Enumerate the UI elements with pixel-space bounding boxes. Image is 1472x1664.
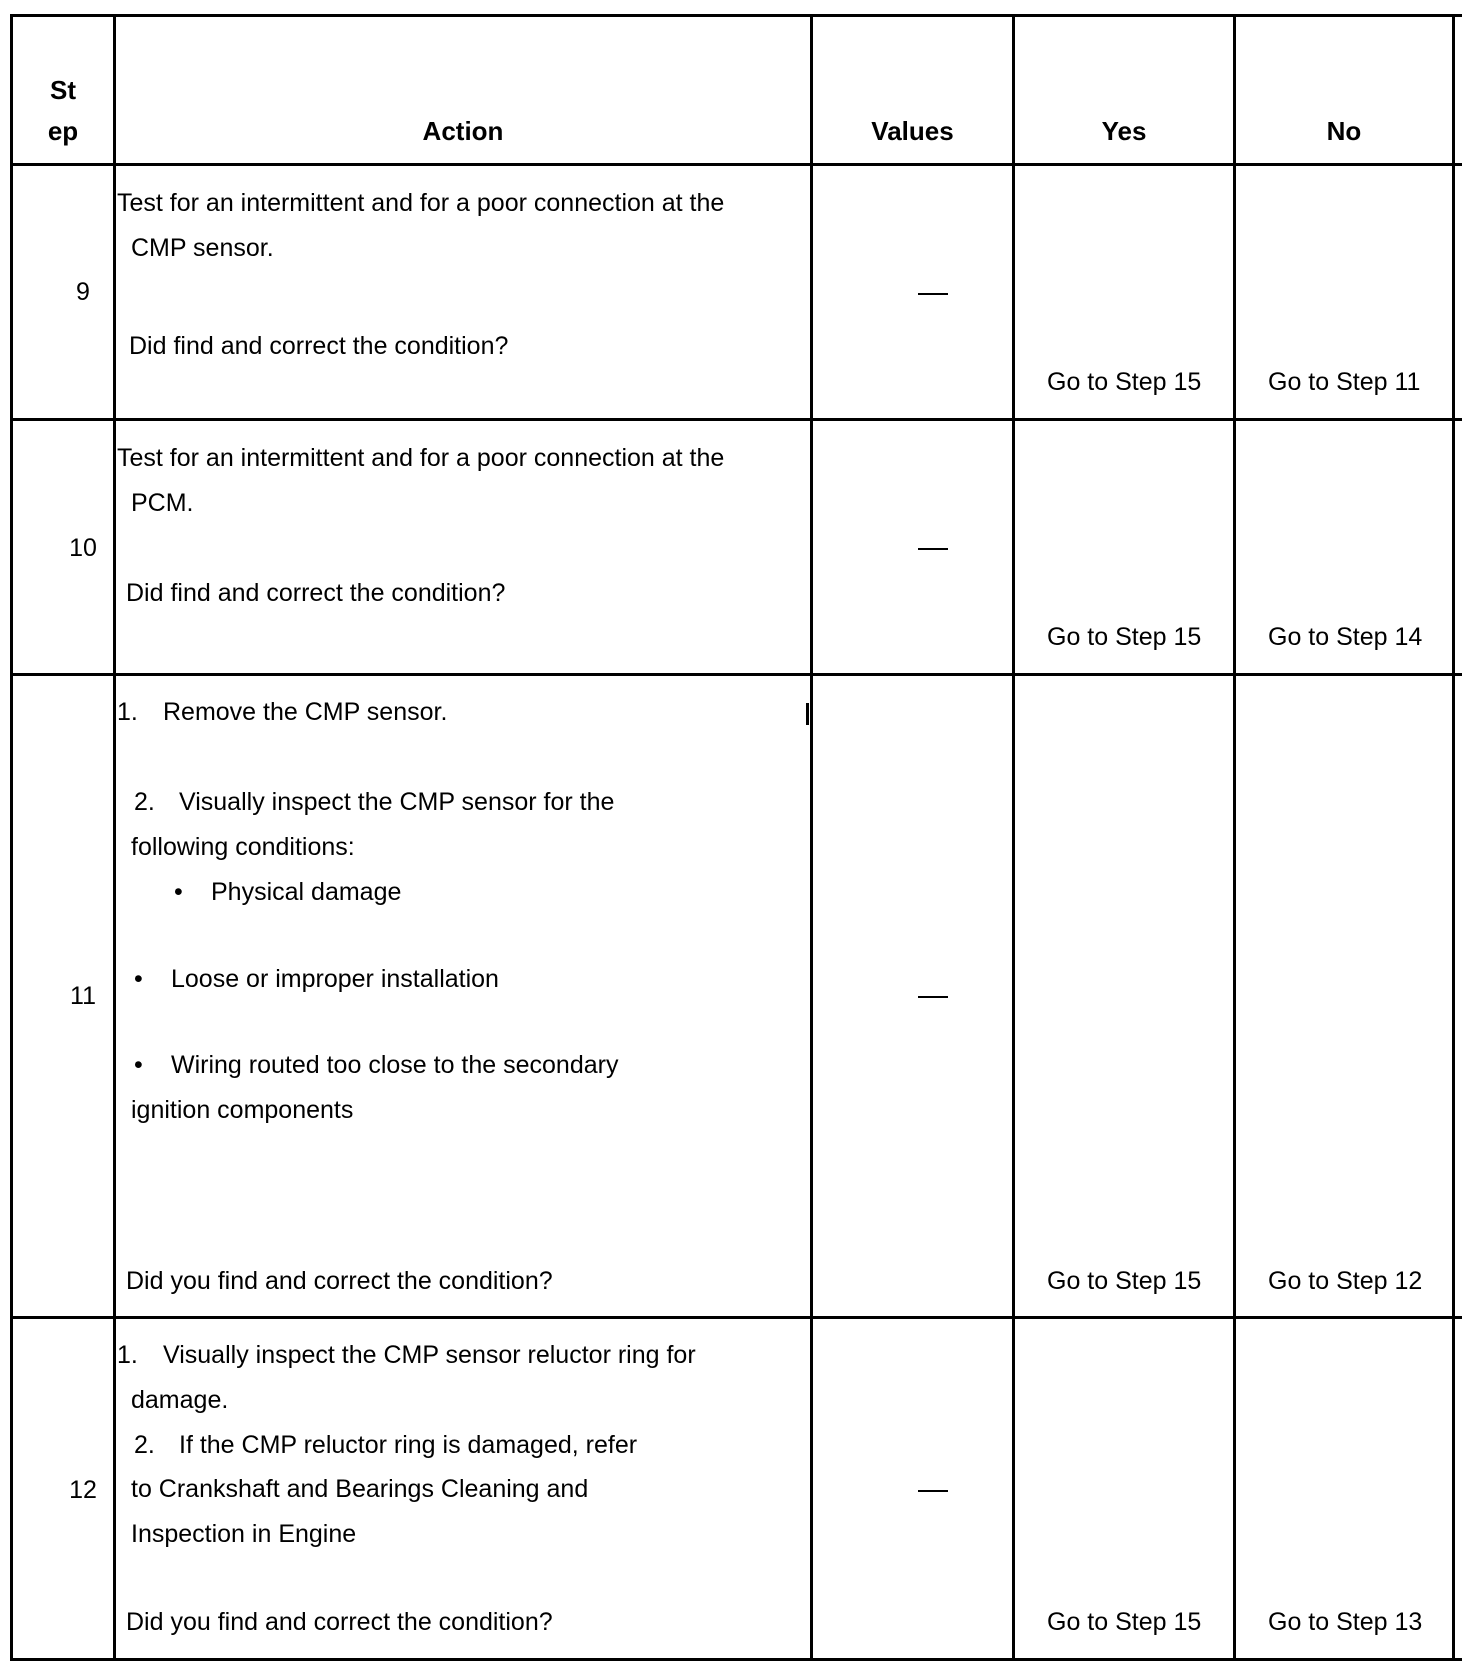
yes-action: Go to Step 15 (1047, 368, 1202, 396)
yes-action: Go to Step 15 (1047, 623, 1202, 651)
no-action: Go to Step 11 (1268, 368, 1421, 396)
list-number: 1. (117, 698, 138, 726)
action-text: following conditions: (131, 833, 355, 861)
value-text (918, 1476, 943, 1506)
row-separator (10, 1316, 1462, 1319)
yes-action: Go to Step 15 (1047, 1608, 1202, 1636)
row-separator (10, 673, 1462, 676)
action-text: If the CMP reluctor ring is damaged, refer (179, 1431, 638, 1459)
no-action: Go to Step 14 (1268, 623, 1423, 651)
table-border-right (1452, 14, 1455, 1661)
action-question: Did find and correct the condition? (129, 332, 509, 360)
table-border-top (10, 14, 1462, 17)
action-text: Inspection in Engine (131, 1520, 357, 1548)
no-action: Go to Step 13 (1268, 1608, 1423, 1636)
action-text: PCM. (131, 489, 194, 517)
header-yes: Yes (1101, 116, 1147, 146)
list-number: 1. (117, 1341, 138, 1369)
action-text: to Crankshaft and Bearings Cleaning and (131, 1475, 589, 1503)
action-text: Test for an intermittent and for a poor connection at the (117, 444, 725, 472)
header-step-line1: St (50, 75, 76, 105)
column-separator (1012, 14, 1015, 1661)
action-text: Remove the CMP sensor. (163, 698, 448, 726)
step-number: 10 (69, 534, 97, 562)
action-question: Did find and correct the condition? (126, 579, 506, 607)
column-separator (1233, 14, 1236, 1661)
value-text (918, 534, 943, 564)
stray-mark (806, 703, 809, 725)
header-action: Action (422, 116, 504, 146)
table-border-left (10, 14, 13, 1661)
list-number: 2. (134, 1431, 155, 1459)
action-question: Did you find and correct the condition? (126, 1267, 553, 1295)
action-text: Loose or improper installation (171, 965, 499, 993)
value-text (918, 279, 943, 309)
action-text: damage. (131, 1386, 229, 1414)
bullet: • (134, 965, 143, 993)
action-question: Did you find and correct the condition? (126, 1608, 553, 1636)
action-text: Visually inspect the CMP sensor reluctor ring for (163, 1341, 696, 1369)
action-text: Physical damage (211, 878, 402, 906)
action-text: Visually inspect the CMP sensor for the (179, 788, 615, 816)
action-text: CMP sensor. (131, 234, 274, 262)
action-text: ignition components (131, 1096, 354, 1124)
step-number: 12 (69, 1476, 97, 1504)
header-values: Values (871, 116, 954, 146)
no-action: Go to Step 12 (1268, 1267, 1423, 1295)
column-separator (113, 14, 116, 1661)
step-number: 11 (70, 982, 96, 1010)
yes-action: Go to Step 15 (1047, 1267, 1202, 1295)
bullet: • (174, 878, 183, 906)
list-number: 2. (134, 788, 155, 816)
column-separator (810, 14, 813, 1661)
header-step-line2: ep (47, 116, 79, 146)
bullet: • (134, 1051, 143, 1079)
header-separator (10, 163, 1462, 166)
step-number: 9 (76, 278, 90, 306)
action-text: Test for an intermittent and for a poor connection at the (117, 189, 725, 217)
value-text (918, 982, 943, 1012)
action-text: Wiring routed too close to the secondary (171, 1051, 619, 1079)
row-separator (10, 418, 1462, 421)
header-no: No (1326, 116, 1362, 146)
table-border-bottom (10, 1658, 1462, 1661)
